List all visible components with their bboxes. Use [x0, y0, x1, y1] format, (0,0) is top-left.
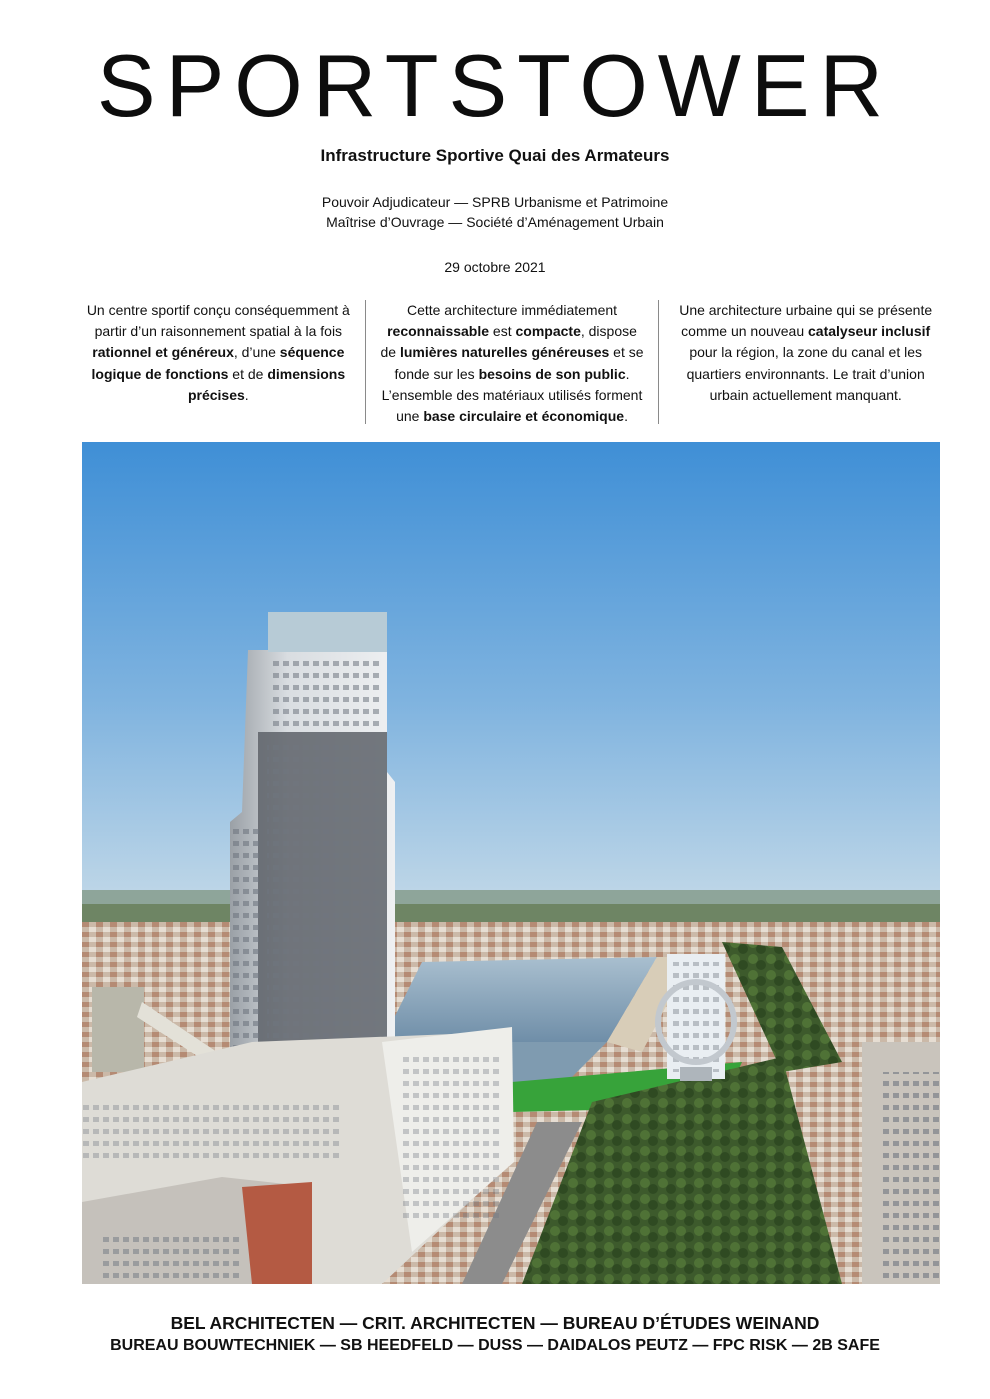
emphasis-text: reconnaissable — [387, 323, 490, 340]
emphasis-text: séquence logique de fonctions — [91, 344, 345, 382]
body-text: Une architecture urbaine qui se présente comme un nouveau — [679, 302, 933, 340]
body-text: et se fonde sur les — [394, 344, 644, 382]
emphasis-text: compacte — [515, 323, 581, 340]
body-text: Un centre sportif conçu conséquemment à partir d’un raisonnement spatial à la fois — [86, 302, 350, 340]
body-text: . — [244, 386, 249, 403]
document-title: SPORTSTOWER — [96, 36, 894, 135]
design-team-line-2: BUREAU BOUWTECHNIEK — SB HEEDFELD — DUSS — DAIDALOS PEUTZ — FPC RISK — 2B SAFE — [110, 1337, 880, 1354]
emphasis-text: catalyseur inclusif — [808, 323, 931, 340]
body-text: Cette architecture immédiatement — [406, 302, 618, 318]
intro-column — [72, 300, 365, 424]
emphasis-text: rationnel et généreux — [92, 344, 234, 361]
project-subtitle: Infrastructure Sportive Quai des Armateurs — [320, 146, 670, 165]
body-text: , d’une — [233, 344, 280, 361]
body-text: et de — [228, 365, 268, 382]
contracting-authority-line: Pouvoir Adjudicateur — SPRB Urbanisme et Patrimoine — [321, 194, 669, 210]
emphasis-text: base circulaire et économique — [423, 408, 625, 425]
emphasis-text: dimensions précises — [187, 365, 346, 403]
body-text: pour la région, la zone du canal et les quartiers environnants. Le trait d’union urbain actuellement manquant. — [686, 344, 925, 403]
emphasis-text: lumières naturelles généreuses — [399, 344, 610, 361]
project-owner-line: Maîtrise d’Ouvrage — Société d’Aménagement Urbain — [326, 214, 664, 230]
body-text: est — [489, 323, 516, 340]
design-team-line-1: BEL ARCHITECTEN — CRIT. ARCHITECTEN — BUREAU D’ÉTUDES WEINAND — [170, 1313, 820, 1333]
document-date: 29 octobre 2021 — [444, 259, 546, 275]
body-text: , dispose de — [380, 323, 637, 361]
intro-column — [658, 300, 952, 424]
body-text: . L’ensemble des matériaux utilisés forment une — [381, 365, 643, 425]
client-credits — [0, 192, 990, 232]
emphasis-text: besoins de son public — [478, 365, 626, 382]
aerial-photo — [82, 442, 940, 1284]
intro-columns — [72, 300, 952, 424]
intro-column — [365, 300, 659, 424]
body-text: . — [624, 408, 628, 425]
